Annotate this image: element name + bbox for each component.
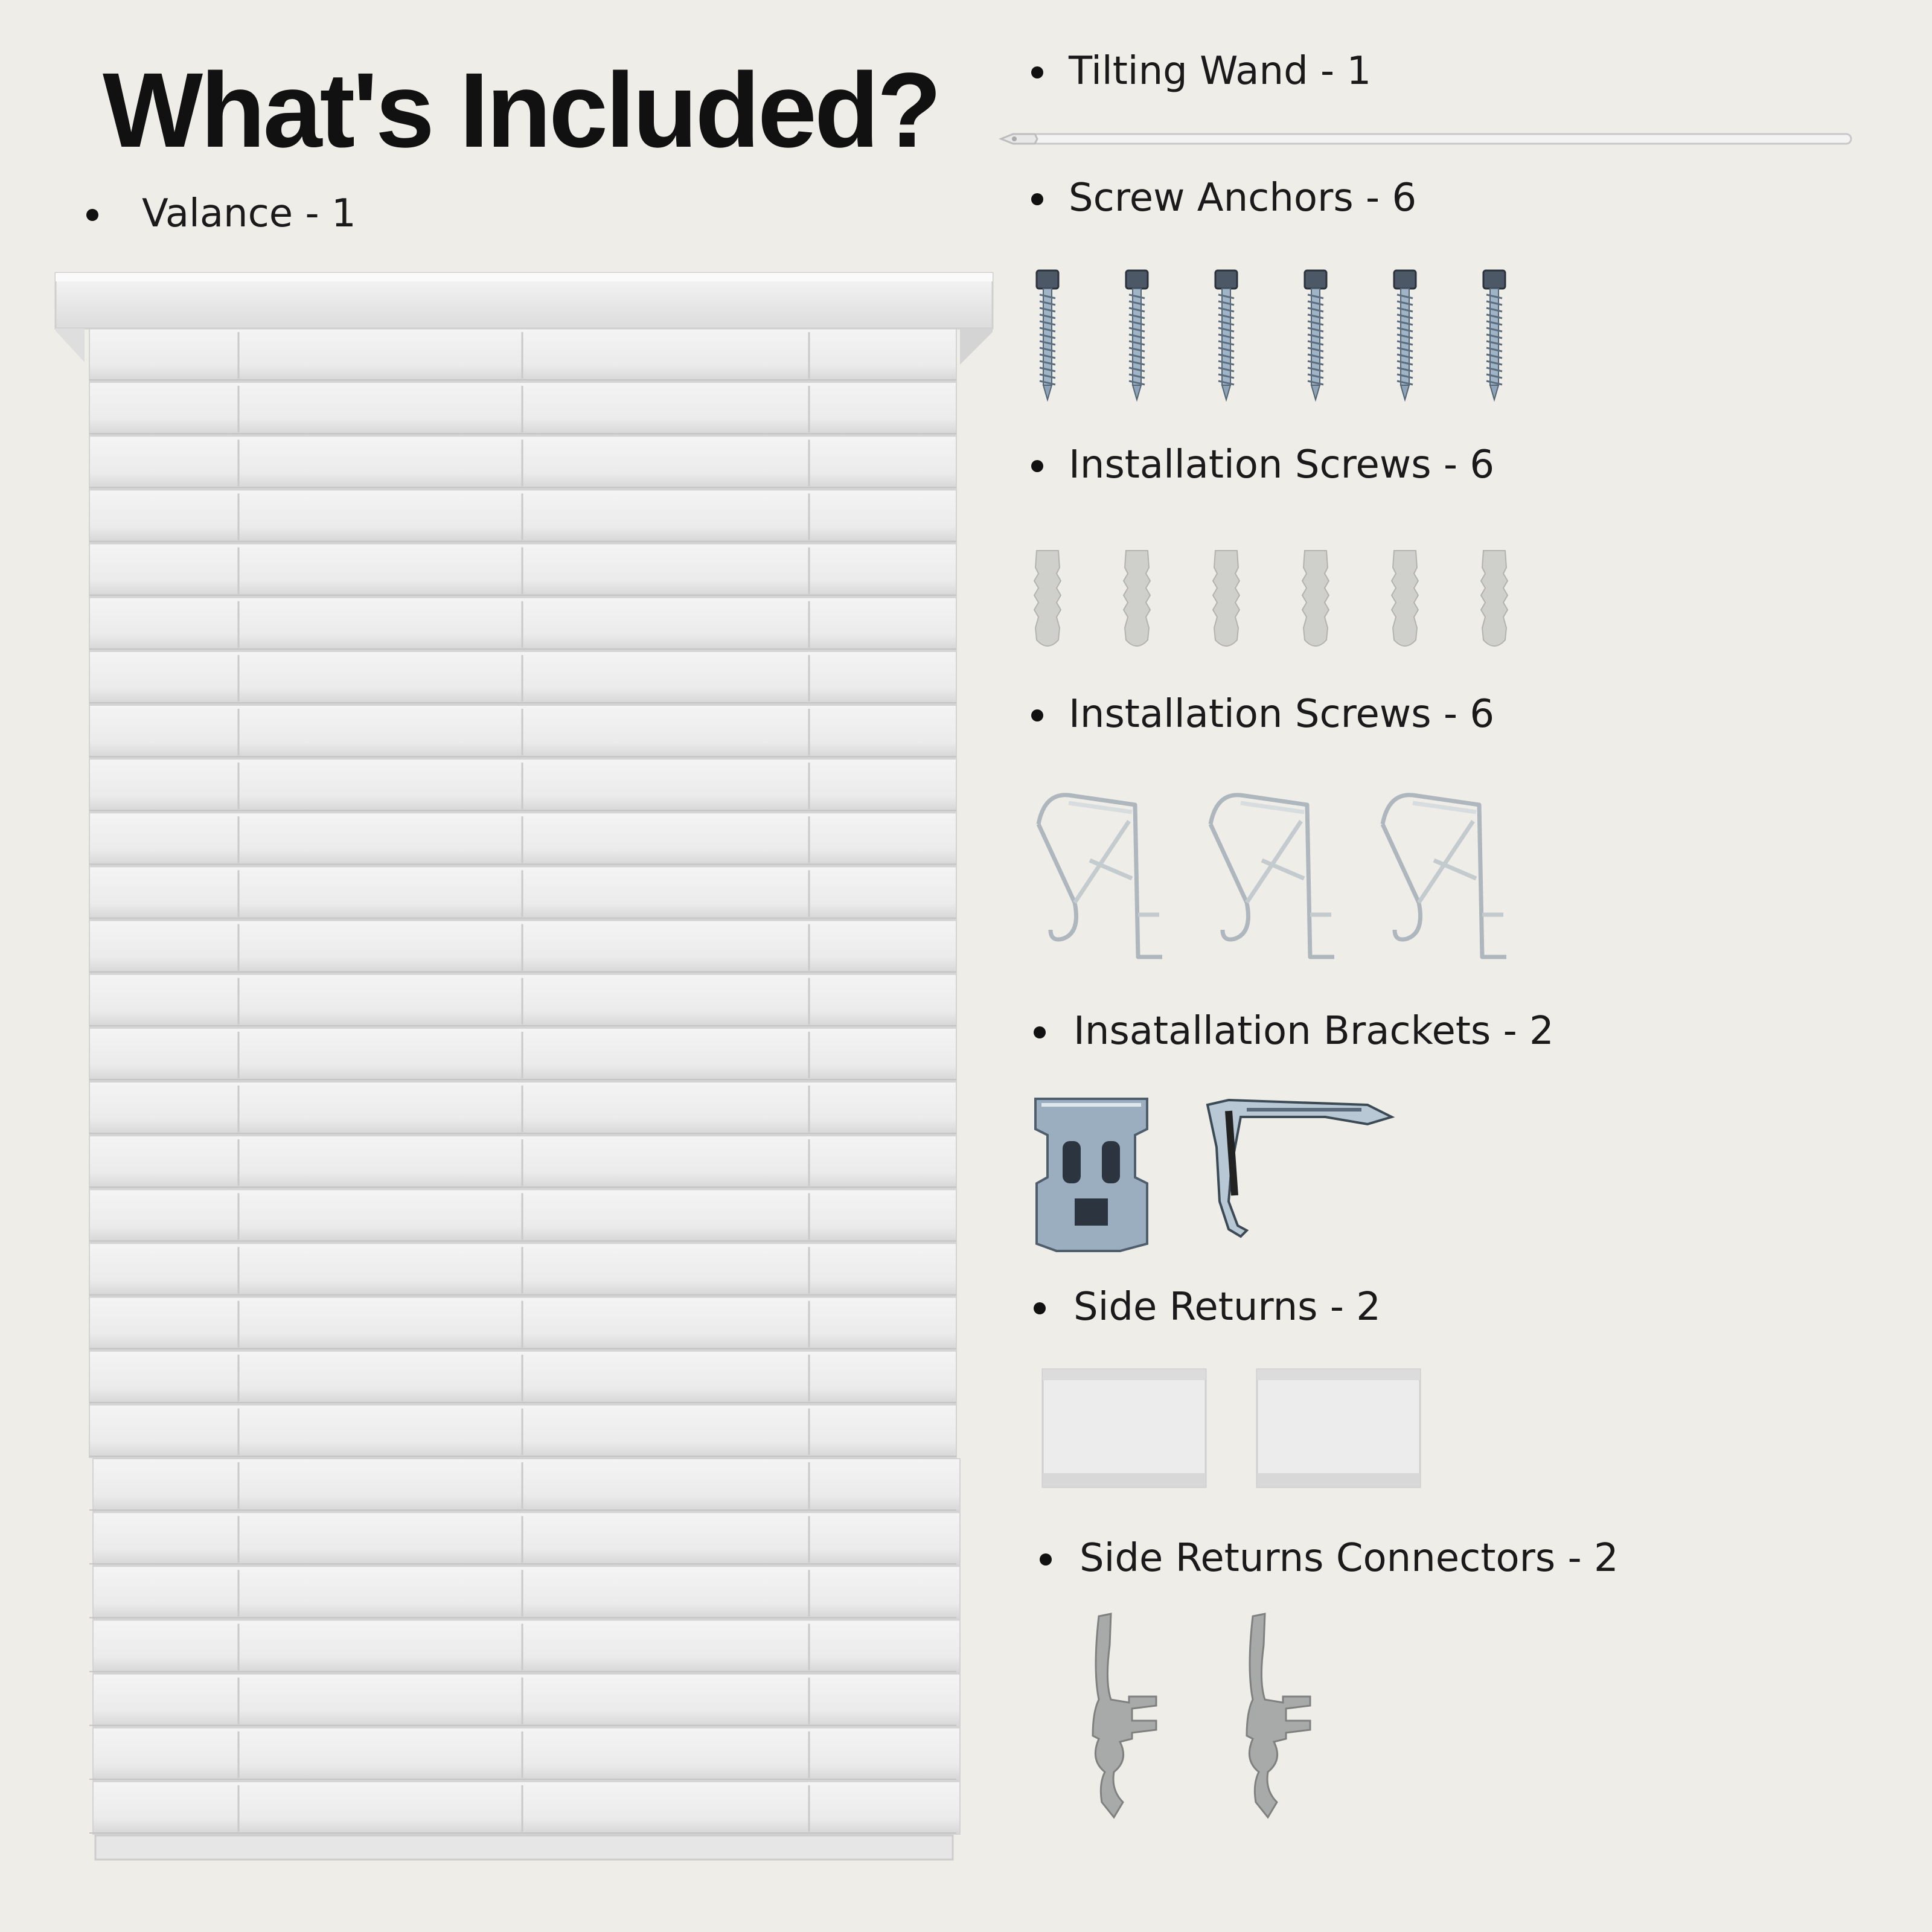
- blind-slat: [93, 1566, 960, 1619]
- blind-slat: [93, 1512, 960, 1565]
- bullet: [1034, 1302, 1046, 1314]
- screw: [1037, 270, 1058, 400]
- bullet: [1031, 193, 1043, 205]
- item-label-installation-screws-1: Installation Screws - 6: [1069, 443, 1495, 487]
- item-label-tilting-wand: Tilting Wand - 1: [1069, 49, 1372, 94]
- side-return-connector: [1247, 1614, 1310, 1817]
- side-return-connector: [1093, 1614, 1156, 1817]
- blind-slat: [93, 1728, 960, 1780]
- screw: [1394, 270, 1416, 400]
- blind-slat: [93, 1620, 960, 1672]
- tilting-wand-image: [1001, 128, 1856, 152]
- item-label-side-returns-connectors: Side Returns Connectors - 2: [1080, 1536, 1619, 1581]
- anchor: [1213, 551, 1239, 646]
- installation-screws-image-2: [1026, 788, 1534, 969]
- item-label-side-returns: Side Returns - 2: [1073, 1285, 1381, 1329]
- blind-slats: [89, 328, 960, 1834]
- blind-slat: [93, 1674, 960, 1727]
- item-label-installation-screws-2: Installation Screws - 6: [1069, 692, 1495, 737]
- screw: [1126, 270, 1148, 400]
- item-label-valance: Valance - 1: [142, 191, 356, 236]
- anchor: [1034, 551, 1061, 646]
- item-label-screw-anchors: Screw Anchors - 6: [1069, 176, 1417, 220]
- anchor: [1392, 551, 1418, 646]
- screw-anchors-image: [1020, 266, 1527, 411]
- anchor: [1124, 551, 1150, 646]
- page-title: What's Included?: [103, 51, 939, 170]
- installation-screws-image-1: [1026, 543, 1534, 658]
- screw: [1305, 270, 1326, 400]
- anchor: [1302, 551, 1329, 646]
- bullet: [1034, 1026, 1046, 1038]
- bullet: [1031, 460, 1043, 472]
- side-returns-connectors-image: [1063, 1609, 1316, 1832]
- bullet: [1031, 709, 1043, 721]
- screw: [1483, 270, 1505, 400]
- blind-slat: [93, 1459, 960, 1511]
- bullet: [1040, 1553, 1052, 1566]
- hook-bracket: [1038, 795, 1162, 957]
- side-returns-image: [1040, 1364, 1426, 1491]
- screw: [1215, 270, 1237, 400]
- bottom-rail: [95, 1835, 953, 1860]
- hook-bracket: [1383, 795, 1506, 957]
- anchor: [1481, 551, 1508, 646]
- installation-brackets-image: [1029, 1093, 1404, 1256]
- hook-bracket: [1211, 795, 1334, 957]
- item-label-installation-brackets: Insatallation Brackets - 2: [1073, 1009, 1554, 1054]
- bullet: [1031, 66, 1043, 78]
- blind-slat: [93, 1782, 960, 1834]
